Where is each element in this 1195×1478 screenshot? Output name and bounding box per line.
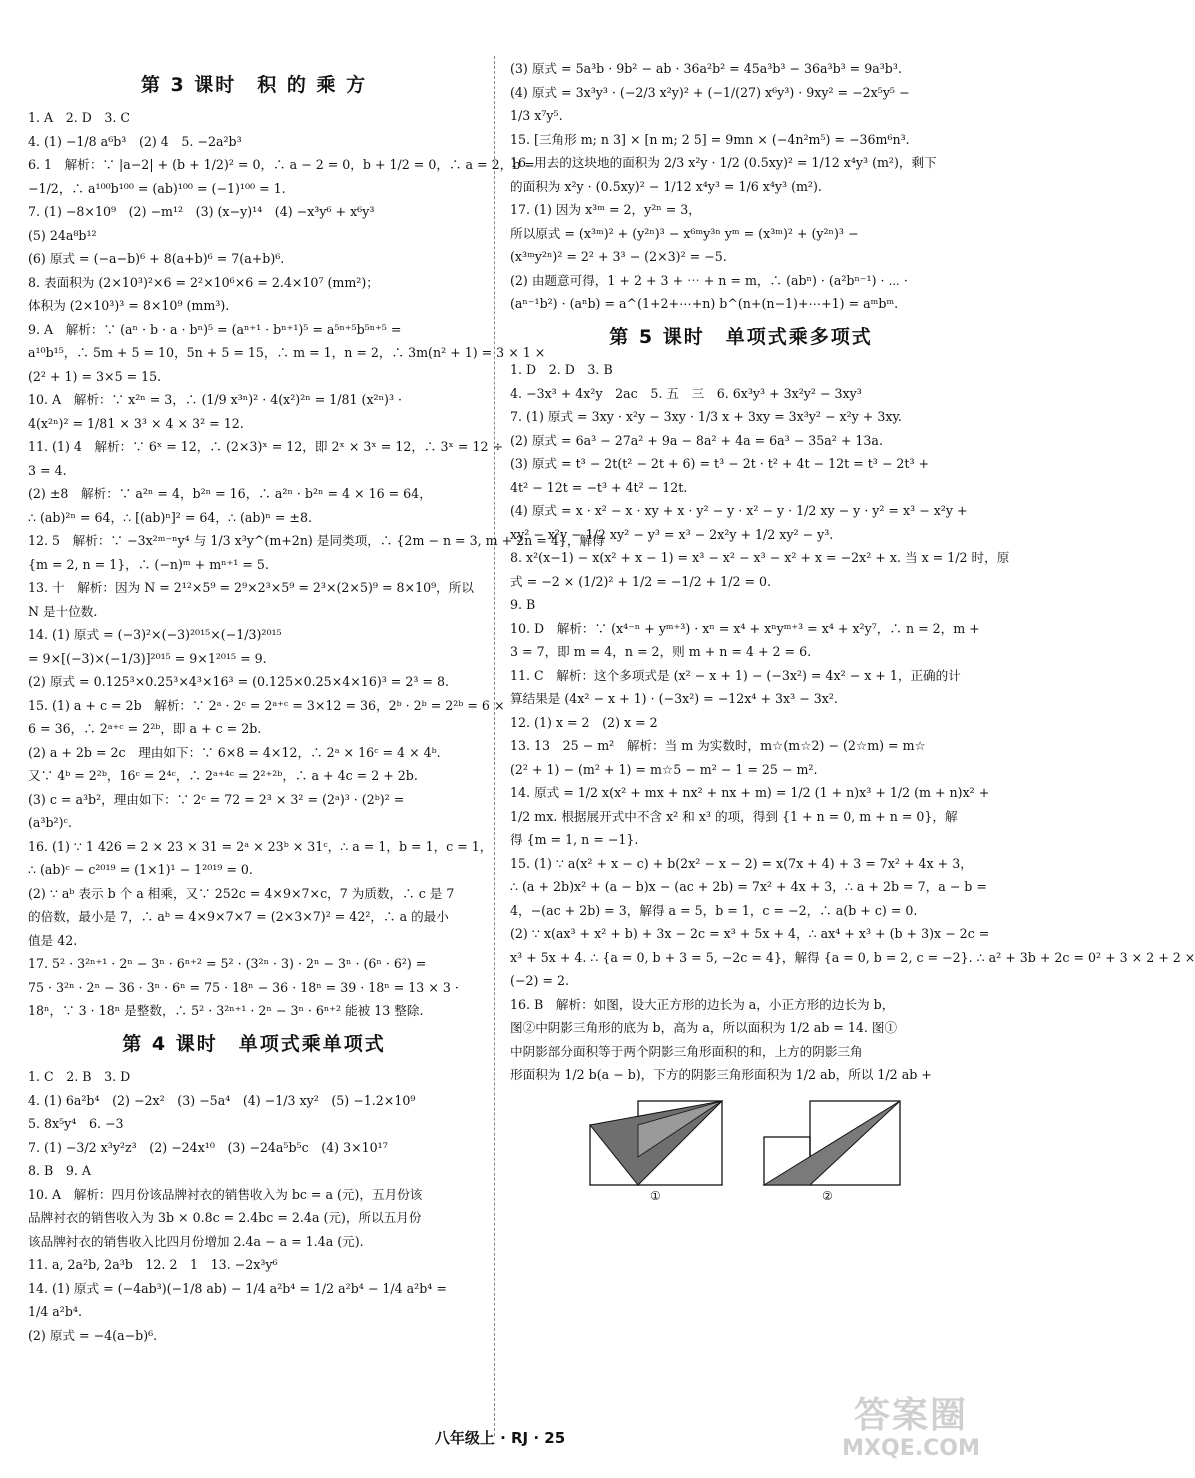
- answer-line: a¹⁰b¹⁵，∴ 5m + 5 = 10，5n + 5 = 15，∴ m = 1，n = 2，∴ 3m(n² + 1) = 3 × 1 ×: [28, 345, 546, 360]
- answer-line: 18ⁿ，∵ 3 · 18ⁿ 是整数，∴ 5² · 3²ⁿ⁺¹ · 2ⁿ − 3ⁿ · 6ⁿ⁺² 能被 13 整除.: [28, 1003, 424, 1018]
- lesson4-answers: [28, 1068, 480, 1344]
- answer-line: (5) 24a⁸b¹²: [28, 227, 97, 243]
- answer-line: 17. 5² · 3²ⁿ⁺¹ · 2ⁿ − 3ⁿ · 6ⁿ⁺² = 5² · (3²ⁿ · 3) · 2ⁿ − 3ⁿ · (6ⁿ · 6²) =: [28, 956, 427, 971]
- answer-line: 又∵ 4ᵇ = 2²ᵇ，16ᶜ = 2⁴ᶜ，∴ 2ᵃ⁺⁴ᶜ = 2²⁺²ᵇ，∴ a + 4c = 2 + 2b.: [28, 768, 418, 783]
- answer-line: (a³b²)ᶜ.: [28, 815, 72, 830]
- lesson5-answers: [510, 361, 1195, 1083]
- answer-line: 15. (1) ∵ a(x² + x − c) + b(2x² − x − 2) = x(7x + 4) + 3 = 7x² + 4x + 3，: [510, 855, 973, 871]
- answer-line: (4) 原式 = x · x² − x · xy + x · y² − y · x² − y · 1/2 xy − y · y² = x³ − x²y +: [510, 503, 968, 518]
- column-divider: [494, 56, 495, 1436]
- answer-line: (3) c = a³b²，理由如下：∵ 2ᶜ = 72 = 2³ × 3² = (2ᵃ)³ · (2ᵇ)² =: [28, 791, 405, 807]
- figure-2: [760, 1097, 920, 1189]
- answer-line: 图②中阴影三角形的底为 b，高为 a，所以面积为 1/2 ab = 14. 图①: [510, 1020, 898, 1035]
- answer-line: 4t² − 12t = −t³ + 4t² − 12t.: [510, 479, 688, 495]
- right-column: [510, 52, 1195, 1205]
- answer-line: 5. 8x⁵y⁴ 6. −3: [28, 1116, 124, 1131]
- answer-line: ∴ (ab)ᶜ − c²⁰¹⁹ = (1×1)¹ − 1²⁰¹⁹ = 0.: [28, 862, 253, 877]
- answer-line: (aⁿ⁻¹b²) · (aⁿb) = a^(1+2+⋯+n) b^(n+(n−1)+⋯+1) = aᵐbᵐ.: [510, 296, 899, 311]
- answer-line: 1. D 2. D 3. B: [510, 362, 613, 377]
- answer-line: xy² − x²y − 1/2 xy² − y³ = x³ − 2x²y + 1/2 xy² − y³.: [510, 526, 834, 542]
- answer-line: 9. B: [510, 597, 536, 612]
- answer-line: 的面积为 x²y · (0.5xy)² − 1/12 x⁴y³ = 1/6 x⁴y³ (m²).: [510, 178, 822, 194]
- answer-line: 6. 1 解析：∵ |a−2| + (b + 1/2)² = 0，∴ a − 2 = 0，b + 1/2 = 0，∴ a = 2，b =: [28, 157, 535, 172]
- figure-1: [588, 1097, 738, 1189]
- lesson3-heading: 第 3 课时 积 的 乘 方: [140, 74, 368, 96]
- answer-line: (2) ∵ aᵇ 表示 b 个 a 相乘，又∵ 252c = 4×9×7×c，7 为质数，∴ c 是 7: [28, 885, 455, 901]
- answer-line: 得 {m = 1, n = −1}.: [510, 832, 639, 847]
- figure-1-label: ①: [650, 1189, 661, 1203]
- answer-line: 4，−(ac + 2b) = 3，解得 a = 5，b = 1，c = −2，∴ a(b + c) = 0.: [510, 902, 918, 918]
- watermark-logo: [836, 1395, 986, 1470]
- answer-line: 13. 13 25 − m² 解析：当 m 为实数时，m☆(m☆2) − (2☆m) = m☆: [510, 738, 926, 753]
- answer-line: 16. B 解析：如图，设大正方形的边长为 a，小正方形的边长为 b，: [510, 996, 895, 1012]
- answer-line: (2) 由题意可得，1 + 2 + 3 + ⋯ + n = m，∴ (abⁿ) · (a²bⁿ⁻¹) · ⋯ ·: [510, 272, 908, 288]
- answer-line: (3) 原式 = t³ − 2t(t² − 2t + 6) = t³ − 2t · t² + 4t − 12t = t³ − 2t³ +: [510, 456, 930, 471]
- answer-line: 14. 原式 = 1/2 x(x² + mx + nx² + nx + m) = 1/2 (1 + n)x³ + 1/2 (m + n)x² +: [510, 785, 990, 800]
- answer-line: 12. 5 解析：∵ −3x²ᵐ⁻ⁿy⁴ 与 1/3 x³y^(m+2n) 是同类项，∴ {2m − n = 3, m + 2n = 4}，解得: [28, 533, 605, 548]
- answer-line: (x³ᵐy²ⁿ)² = 2² + 3³ − (2×3)² = −5.: [510, 249, 727, 264]
- answer-line: (6) 原式 = (−a−b)⁶ + 8(a+b)⁶ = 7(a+b)⁶.: [28, 251, 285, 266]
- answer-line: 所以原式 = (x³ᵐ)² + (y²ⁿ)³ − x⁶ᵐy³ⁿ yᵐ = (x³ᵐ)² + (y²ⁿ)³ −: [510, 225, 859, 241]
- answer-line: 1. A 2. D 3. C: [28, 110, 131, 125]
- answer-line: 14. (1) 原式 = (−3)²×(−3)²⁰¹⁵×(−1/3)²⁰¹⁵: [28, 627, 282, 642]
- answer-line: 8. B 9. A: [28, 1163, 91, 1178]
- answer-line: 式 = −2 × (1/2)² + 1/2 = −1/2 + 1/2 = 0.: [510, 573, 772, 589]
- answer-line: (2) 原式 = 6a³ − 27a² + 9a − 8a² + 4a = 6a³ − 35a² + 13a.: [510, 432, 883, 448]
- answer-line: 11. a, 2a²b, 2a³b 12. 2 1 13. −2x³y⁶: [28, 1257, 278, 1272]
- answer-line: 13. 十 解析：因为 N = 2¹²×5⁹ = 2⁹×2³×5⁹ = 2³×(2×5)⁹ = 8×10⁹，所以: [28, 580, 474, 595]
- answer-line: 1/4 a²b⁴.: [28, 1304, 82, 1319]
- answer-line: 10. D 解析：∵ (x⁴⁻ⁿ + yᵐ⁺³) · xⁿ = x⁴ + xⁿyᵐ⁺³ = x⁴ + x²y⁷，∴ n = 2，m +: [510, 620, 980, 636]
- answer-line: 7. (1) −3/2 x³y²z³ (2) −24x¹⁰ (3) −24a⁵b⁵c (4) 3×10¹⁷: [28, 1139, 388, 1155]
- answer-line: 10. A 解析：∵ x²ⁿ = 3，∴ (1/9 x³ⁿ)² · 4(x²)²ⁿ = 1/81 (x²ⁿ)³ ·: [28, 392, 403, 407]
- answer-line: 体积为 (2×10³)³ = 8×10⁹ (mm³).: [28, 298, 230, 313]
- answer-line: 品牌衬衣的销售收入为 3b × 0.8c = 2.4bc = 2.4a (元)，所以五月份: [28, 1210, 422, 1225]
- answer-line: N 是十位数.: [28, 603, 98, 619]
- lesson4-continued: [510, 60, 972, 312]
- answer-line: 10. A 解析：四月份该品牌衬衣的销售收入为 bc = a (元)，五月份该: [28, 1186, 423, 1202]
- answer-line: 9. A 解析：∵ (aⁿ · b · a · bⁿ)⁵ = (aⁿ⁺¹ · bⁿ⁺¹)⁵ = a⁵ⁿ⁺⁵b⁵ⁿ⁺⁵ =: [28, 321, 402, 337]
- answer-line: 11. C 解析：这个多项式是 (x² − x + 1) − (−3x²) = 4x² − x + 1，正确的计: [510, 667, 961, 683]
- answer-line: (2) 原式 = −4(a−b)⁶.: [28, 1327, 158, 1343]
- answer-line: 值是 42.: [28, 932, 78, 948]
- answer-line: 形面积为 1/2 b(a − b)，下方的阴影三角形面积为 1/2 ab，所以 1/2 ab +: [510, 1067, 932, 1082]
- answer-line: (2) a + 2b = 2c 理由如下：∵ 6×8 = 4×12，∴ 2ᵃ × 16ᶜ = 4 × 4ᵇ.: [28, 744, 441, 760]
- answer-line: ∴ (ab)²ⁿ = 64，∴ [(ab)ⁿ]² = 64，∴ (ab)ⁿ = ±8.: [28, 509, 312, 525]
- answer-line: 17. (1) 因为 x³ᵐ = 2，y²ⁿ = 3，: [510, 202, 701, 217]
- answer-line: x³ + 5x + 4. ∴ {a = 0, b + 3 = 5, −2c = 4}，解得 {a = 0, b = 2, c = −2}. ∴ a² + 3b + 2c = 0² + 3 × 2 + 2 ×: [510, 949, 1195, 965]
- answer-line: 14. (1) 原式 = (−4ab³)(−1/8 ab) − 1/4 a²b⁴ = 1/2 a²b⁴ − 1/4 a²b⁴ =: [28, 1280, 447, 1296]
- answer-line: 11. (1) 4 解析：∵ 6ˣ = 12，∴ (2×3)ˣ = 12，即 2ˣ × 3ˣ = 12，∴ 3ˣ = 12 ÷: [28, 439, 504, 454]
- lesson5-heading: 第 5 课时 单项式乘多项式: [609, 326, 873, 348]
- answer-line: ∴ (a + 2b)x² + (a − b)x − (ac + 2b) = 7x² + 4x + 3，∴ a + 2b = 7，a − b =: [510, 879, 987, 894]
- answer-line: 4. −3x³ + 4x²y 2ac 5. 五 三 6. 6x³y³ + 3x²y² − 3xy³: [510, 385, 862, 401]
- answer-line: (2) 原式 = 0.125³×0.25³×4³×16³ = (0.125×0.25×4×16)³ = 2³ = 8.: [28, 674, 449, 689]
- answer-line: (2) ±8 解析：∵ a²ⁿ = 4，b²ⁿ = 16，∴ a²ⁿ · b²ⁿ = 4 × 16 = 64，: [28, 486, 432, 501]
- answer-line: 4. (1) −1/8 a⁶b³ (2) 4 5. −2a²b³: [28, 133, 242, 149]
- answer-line: 1/3 x⁷y⁵.: [510, 108, 563, 123]
- answer-line: −1/2，∴ a¹⁰⁰b¹⁰⁰ = (ab)¹⁰⁰ = (−1)¹⁰⁰ = 1.: [28, 180, 286, 196]
- answer-line: 75 · 3²ⁿ · 2ⁿ − 36 · 3ⁿ · 6ⁿ = 75 · 18ⁿ − 36 · 18ⁿ = 39 · 18ⁿ = 13 × 3 ·: [28, 979, 459, 995]
- square-figures: [510, 1097, 972, 1205]
- answer-line: (2² + 1) − (m² + 1) = m☆5 − m² − 1 = 25 − m².: [510, 761, 818, 777]
- answer-line: (4) 原式 = 3x³y³ · (−2/3 x²y)² + (−1/(27) x⁶y³) · 9xy² = −2x⁵y⁵ −: [510, 84, 910, 100]
- watermark-url: MXQE.COM: [842, 1436, 980, 1461]
- answer-line: 7. (1) −8×10⁹ (2) −m¹² (3) (x−y)¹⁴ (4) −x³y⁶ + x⁶y³: [28, 204, 375, 219]
- answer-line: 8. 表面积为 (2×10³)²×6 = 2²×10⁶×6 = 2.4×10⁷ (mm²)；: [28, 274, 379, 290]
- answer-line: (2) ∵ x(ax³ + x² + b) + 3x − 2c = x³ + 5x + 4，∴ ax⁴ + x³ + (b + 3)x − 2c =: [510, 926, 990, 941]
- answer-line: 算结果是 (4x² − x + 1) · (−3x²) = −12x⁴ + 3x³ − 3x².: [510, 691, 838, 706]
- answer-line: 16. 用去的这块地的面积为 2/3 x²y · 1/2 (0.5xy)² = 1/12 x⁴y³ (m²)，剩下: [510, 155, 937, 170]
- answer-line: {m = 2, n = 1}，∴ (−n)ᵐ + mⁿ⁺¹ = 5.: [28, 556, 269, 572]
- answer-line: (−2) = 2.: [510, 973, 569, 988]
- answer-line: 4. (1) 6a²b⁴ (2) −2x² (3) −5a⁴ (4) −1/3 xy² (5) −1.2×10⁹: [28, 1092, 416, 1108]
- answer-line: (2² + 1) = 3×5 = 15.: [28, 368, 162, 384]
- page-footer: 八年级上 · RJ · 25: [434, 1429, 566, 1447]
- answer-line: 6 = 36，∴ 2ᵃ⁺ᶜ = 2²ᵇ，即 a + c = 2b.: [28, 721, 262, 736]
- answer-line: 的倍数，最小是 7，∴ aᵇ = 4×9×7×7 = (2×3×7)² = 42²，∴ a 的最小: [28, 909, 449, 924]
- figure-2-label: ②: [822, 1189, 833, 1203]
- answer-line: 中阴影部分面积等于两个阴影三角形面积的和，上方的阴影三角: [510, 1043, 863, 1059]
- lesson4-heading: 第 4 课时 单项式乘单项式: [122, 1033, 386, 1055]
- answer-line: 15. [三角形 m; n 3] × [n m; 2 5] = 9mn × (−4n²m⁵) = −36m⁶n³.: [510, 131, 910, 147]
- answer-line: 4(x²ⁿ)² = 1/81 × 3³ × 4 × 3² = 12.: [28, 415, 244, 431]
- answer-line: = 9×[(−3)×(−1/3)]²⁰¹⁵ = 9×1²⁰¹⁵ = 9.: [28, 650, 267, 666]
- answer-line: 7. (1) 原式 = 3xy · x²y − 3xy · 1/3 x + 3xy = 3x³y² − x²y + 3xy.: [510, 409, 902, 424]
- watermark-text: 答案圈: [853, 1395, 968, 1436]
- answer-line: 1. C 2. B 3. D: [28, 1069, 131, 1084]
- answer-line: 16. (1) ∵ 1 426 = 2 × 23 × 31 = 2ᵃ × 23ᵇ × 31ᶜ，∴ a = 1，b = 1，c = 1，: [28, 838, 493, 854]
- answer-line: (3) 原式 = 5a³b · 9b² − ab · 36a²b² = 45a³b³ − 36a³b³ = 9a³b³.: [510, 61, 902, 76]
- answer-line: 8. x²(x−1) − x(x² + x − 1) = x³ − x² − x³ − x² + x = −2x² + x. 当 x = 1/2 时，原: [510, 550, 1010, 565]
- answer-line: 3 = 7，即 m = 4，n = 2，则 m + n = 4 + 2 = 6.: [510, 644, 812, 659]
- answer-line: 3 = 4.: [28, 462, 67, 478]
- answer-line: 12. (1) x = 2 (2) x = 2: [510, 714, 658, 730]
- answer-line: 1/2 mx. 根据展开式中不含 x² 和 x³ 的项，得到 {1 + n = 0, m + n = 0}，解: [510, 808, 958, 824]
- answer-line: 该品牌衬衣的销售收入比四月份增加 2.4a − a = 1.4a (元).: [28, 1233, 364, 1249]
- answer-line: 15. (1) a + c = 2b 解析：∵ 2ᵃ · 2ᶜ = 2ᵃ⁺ᶜ = 3×12 = 36，2ᵇ · 2ᵇ = 2²ᵇ = 6 ×: [28, 697, 505, 713]
